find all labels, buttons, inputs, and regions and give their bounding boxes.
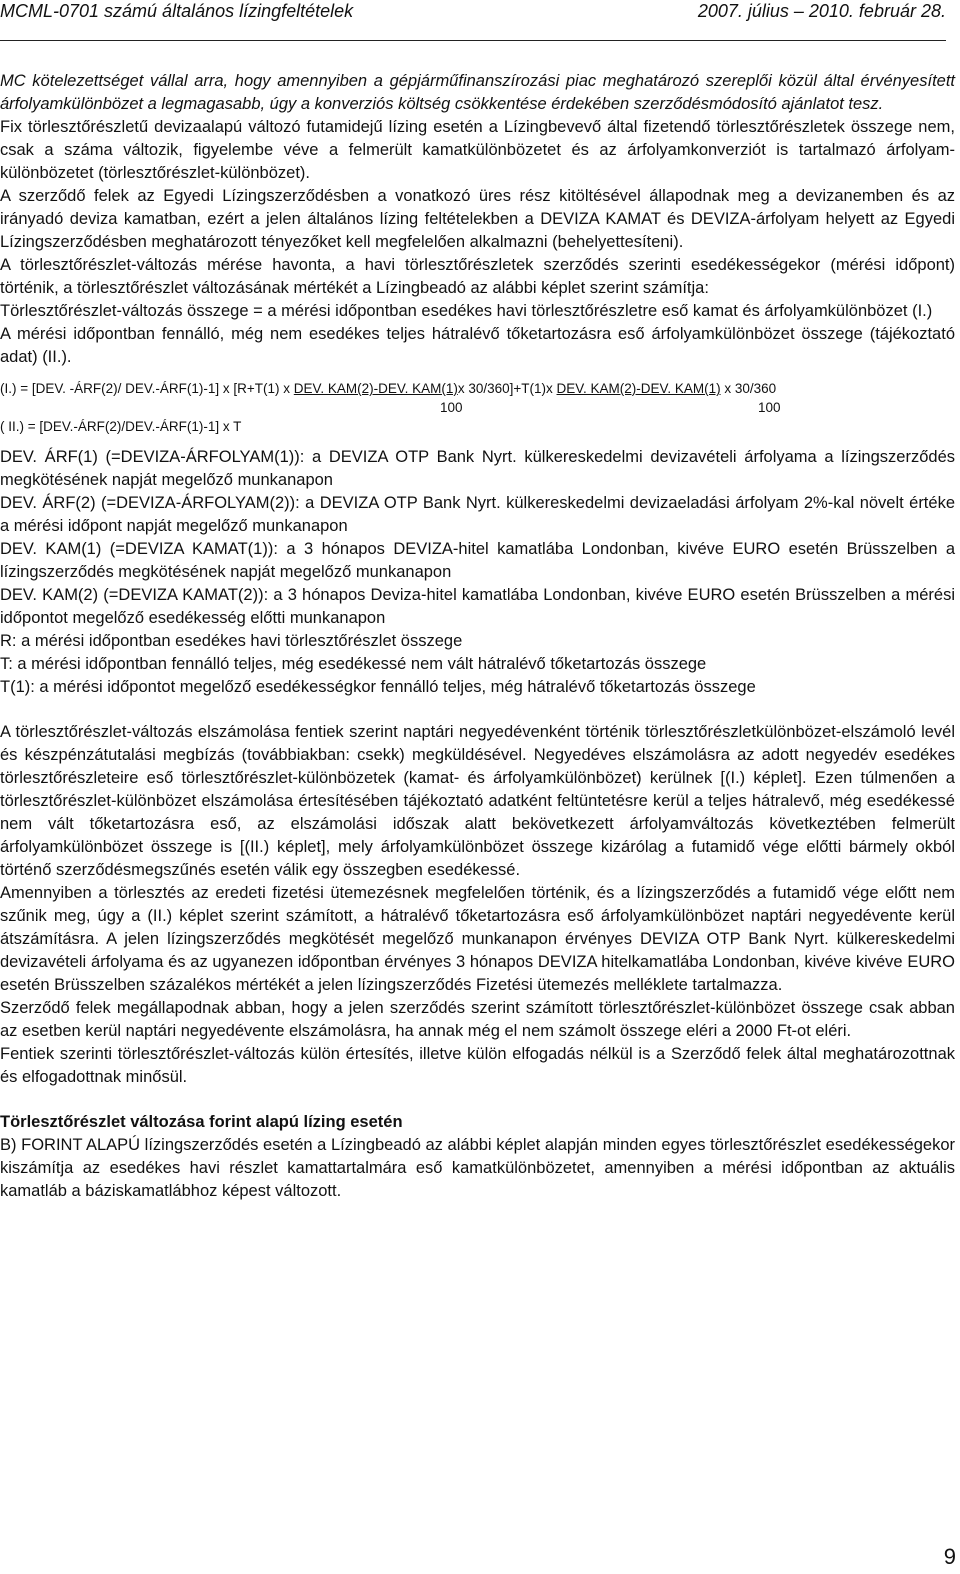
paragraph-forint-based: B) FORINT ALAPÚ lízingszerződés esetén a Lízingbeadó az alábbi képlet alapján minden egyes törlesztőrészlet esedékességekor kiszámítja az esedékes havi részlet kamattartalmára eső kamatkülönbözetet, amennyiben a mérési időpontban az aktuális kamatláb a báziskamatlábhoz képest változott.	[0, 1136, 955, 1200]
page-number: 9	[943, 1544, 956, 1569]
header-document-title: MCML-0701 számú általános lízingfeltételek	[0, 1, 354, 21]
formula-denominator-2: 100	[758, 400, 781, 415]
paragraph-quarterly-settlement: A törlesztőrészlet-változás elszámolása fentiek szerint naptári negyedévenként történik törlesztőrészletkülönbözet-elszámoló levél és készpénzátutalási megbízás (továbbiakban: csekk) megküldésével. Negyedéves elszámolásra az adott negyedév esedékes törlesztőrészleteire eső törlesztőrészlet-különbözetek (kamat- és árfolyamkülönbözet) kerülnek [(I.) képlet]. Ezen túlmenően a törlesztőrészlet-különbözet elszámolása értesítésében tájékoztató adatként feltüntetésre kerül a teljes hátralevő, még esedékessé nem vált tőketartozásra eső, az elszámolási időszak alatt bekövetkezett árfolyamváltozás következtében felmerült árfolyamkülönbözet összege is [(II.) képlet], mely árfolyamkülönbözet összege kizárólag a futamidő vége előtti bármely okból történő szerződésmegszűnés esetén válik egy összegben esedékessé.	[0, 723, 955, 879]
definition-r: R: a mérési időpontban esedékes havi törlesztőrészlet összege	[0, 632, 463, 650]
paragraph-measurement: A törlesztőrészlet-változás mérése havonta, a havi törlesztőrészletek szerződés szerinti esedékességekor (mérési időpont) történik, a törlesztőrészlet változásának mértékét a Lízingbeadó az alábbi képlet szerint számítja:	[0, 256, 955, 297]
definition-dev-kam-1: DEV. KAM(1) (=DEVIZA KAMAT(1)): a 3 hónapos DEVIZA-hitel kamatlába Londonban, kivéve EURO esetén Brüsszelben a lízingszerződés megkötésének napját megelőző munkanapon	[0, 540, 955, 581]
document-body	[0, 70, 955, 1203]
formula-part-c: x 30/360	[720, 381, 777, 396]
definition-dev-arf-2: DEV. ÁRF(2) (=DEVIZA-ÁRFOLYAM(2)): a DEVIZA OTP Bank Nyrt. külkereskedelmi devizaeladási árfolyam 2%-kal növelt értéke a mérési időpont napját megelőző munkanapon	[0, 494, 955, 535]
paragraph-mc-commitment: MC kötelezettséget vállal arra, hogy amennyiben a gépjárműfinanszírozási piac meghatározó szereplői közül által érvényesített árfolyamkülönbözet a legmagasabb, úgy a konverziós költség csökkentése érdekében szerződésmódosító ajánlatot tesz.	[0, 72, 955, 113]
definition-t1: T(1): a mérési időpontot megelőző esedékességkor fennálló teljes, még hátralévő tőketartozás összege	[0, 678, 756, 696]
formula-denominators	[0, 398, 955, 417]
formula-line-1-text	[0, 379, 776, 398]
header-date-range: 2007. július – 2010. február 28.	[697, 1, 946, 21]
paragraph-change-amount: Törlesztőrészlet-változás összege = a mérési időpontban esedékes havi törlesztőrészletre eső kamat és árfolyamkülönbözet (I.)	[0, 302, 933, 320]
paragraph-parties-agreement: A szerződő felek az Egyedi Lízingszerződésben a vonatkozó üres rész kitöltésével állapodnak meg a devizanemben és az irányadó deviza kamatban, ezért a jelen általános lízing feltételekben a DEVIZA KAMAT és DEVIZA-árfolyam helyett az Egyedi Lízingszerződésben meghatározott tényezőket kell megfelelően alkalmazni (behelyettesíteni).	[0, 187, 955, 251]
formula-denominator-1: 100	[440, 400, 463, 415]
paragraph-threshold: Szerződő felek megállapodnak abban, hogy a jelen szerződés szerint számított törlesztőrészlet-különbözet összege csak abban az esetben kerül naptári negyedévente elszámolásra, ha annak még el nem számolt összege eléri a 2000 Ft-ot eléri.	[0, 999, 955, 1040]
formula-part-b: x 30/360]+T(1)x	[457, 381, 557, 396]
formula-block	[0, 379, 955, 436]
paragraph-acceptance: Fentiek szerinti törlesztőrészlet-változás külön értesítés, illetve külön elfogadás nélkül is a Szerződő felek által meghatározottnak és elfogadottnak minősül.	[0, 1045, 955, 1086]
formula-line-1	[0, 379, 955, 398]
definition-t: T: a mérési időpontban fennálló teljes, még esedékessé nem vált hátralévő tőketartozás összege	[0, 655, 707, 673]
section-heading-forint: Törlesztőrészlet változása forint alapú lízing esetén	[0, 1113, 403, 1131]
paragraph-outstanding-difference: A mérési időpontban fennálló, még nem esedékes teljes hátralévő tőketartozásra eső árfolyamkülönbözet összege (tájékoztató adat) (II.).	[0, 325, 955, 366]
formula-numerator-2: DEV. KAM(2)-DEV. KAM(1)	[556, 381, 721, 396]
definition-dev-arf-1: DEV. ÁRF(1) (=DEVIZA-ÁRFOLYAM(1)): a DEVIZA OTP Bank Nyrt. külkereskedelmi devizavételi árfolyama a lízingszerződés megkötésének napját megelőző munkanapon	[0, 448, 955, 489]
formula-numerator-1: DEV. KAM(2)-DEV. KAM(1)	[293, 381, 458, 396]
paragraph-fix-installment: Fix törlesztőrészletű devizaalapú változó futamidejű lízing esetén a Lízingbevevő által fizetendő törlesztőrészletek összege nem, csak a száma változik, figyelembe véve a felmerült kamatkülönbözetet és az árfolyamkonverziót is tartalmazó árfolyam-különbözetet (törlesztőrészlet-különbözet).	[0, 118, 955, 182]
formula-part-a: (I.) = [DEV. -ÁRF(2)/ DEV.-ÁRF(1)-1] x [R+T(1) x	[0, 381, 294, 396]
definition-dev-kam-2: DEV. KAM(2) (=DEVIZA KAMAT(2)): a 3 hónapos Deviza-hitel kamatlába Londonban, kivéve EURO esetén Brüsszelben a mérési időpontot megelőző esedékesség előtti munkanapon	[0, 586, 955, 627]
page-header	[0, 0, 946, 41]
paragraph-original-schedule: Amennyiben a törlesztés az eredeti fizetési ütemezésnek megfelelően történik, és a lízingszerződés a futamidő vége előtt nem szűnik meg, úgy a (II.) képlet szerint számított, a hátralévő tőketartozásra eső árfolyamkülönbözet naptári negyedévente kerül átszámításra. A jelen lízingszerződés megkötését megelőző munkanapon érvényes DEVIZA OTP Bank Nyrt. külkereskedelmi devizavételi árfolyama és az ugyanezen időpontban érvényes 3 hónapos DEVIZA hitelkamatlába Londonban, kivéve kivéve EURO esetén Brüsszelben százalékos mértékét a jelen lízingszerződés Fizetési ütemezés melléklete tartalmazza.	[0, 884, 955, 994]
formula-line-2: ( II.) = [DEV.-ÁRF(2)/DEV.-ÁRF(1)-1] x T	[0, 419, 242, 434]
